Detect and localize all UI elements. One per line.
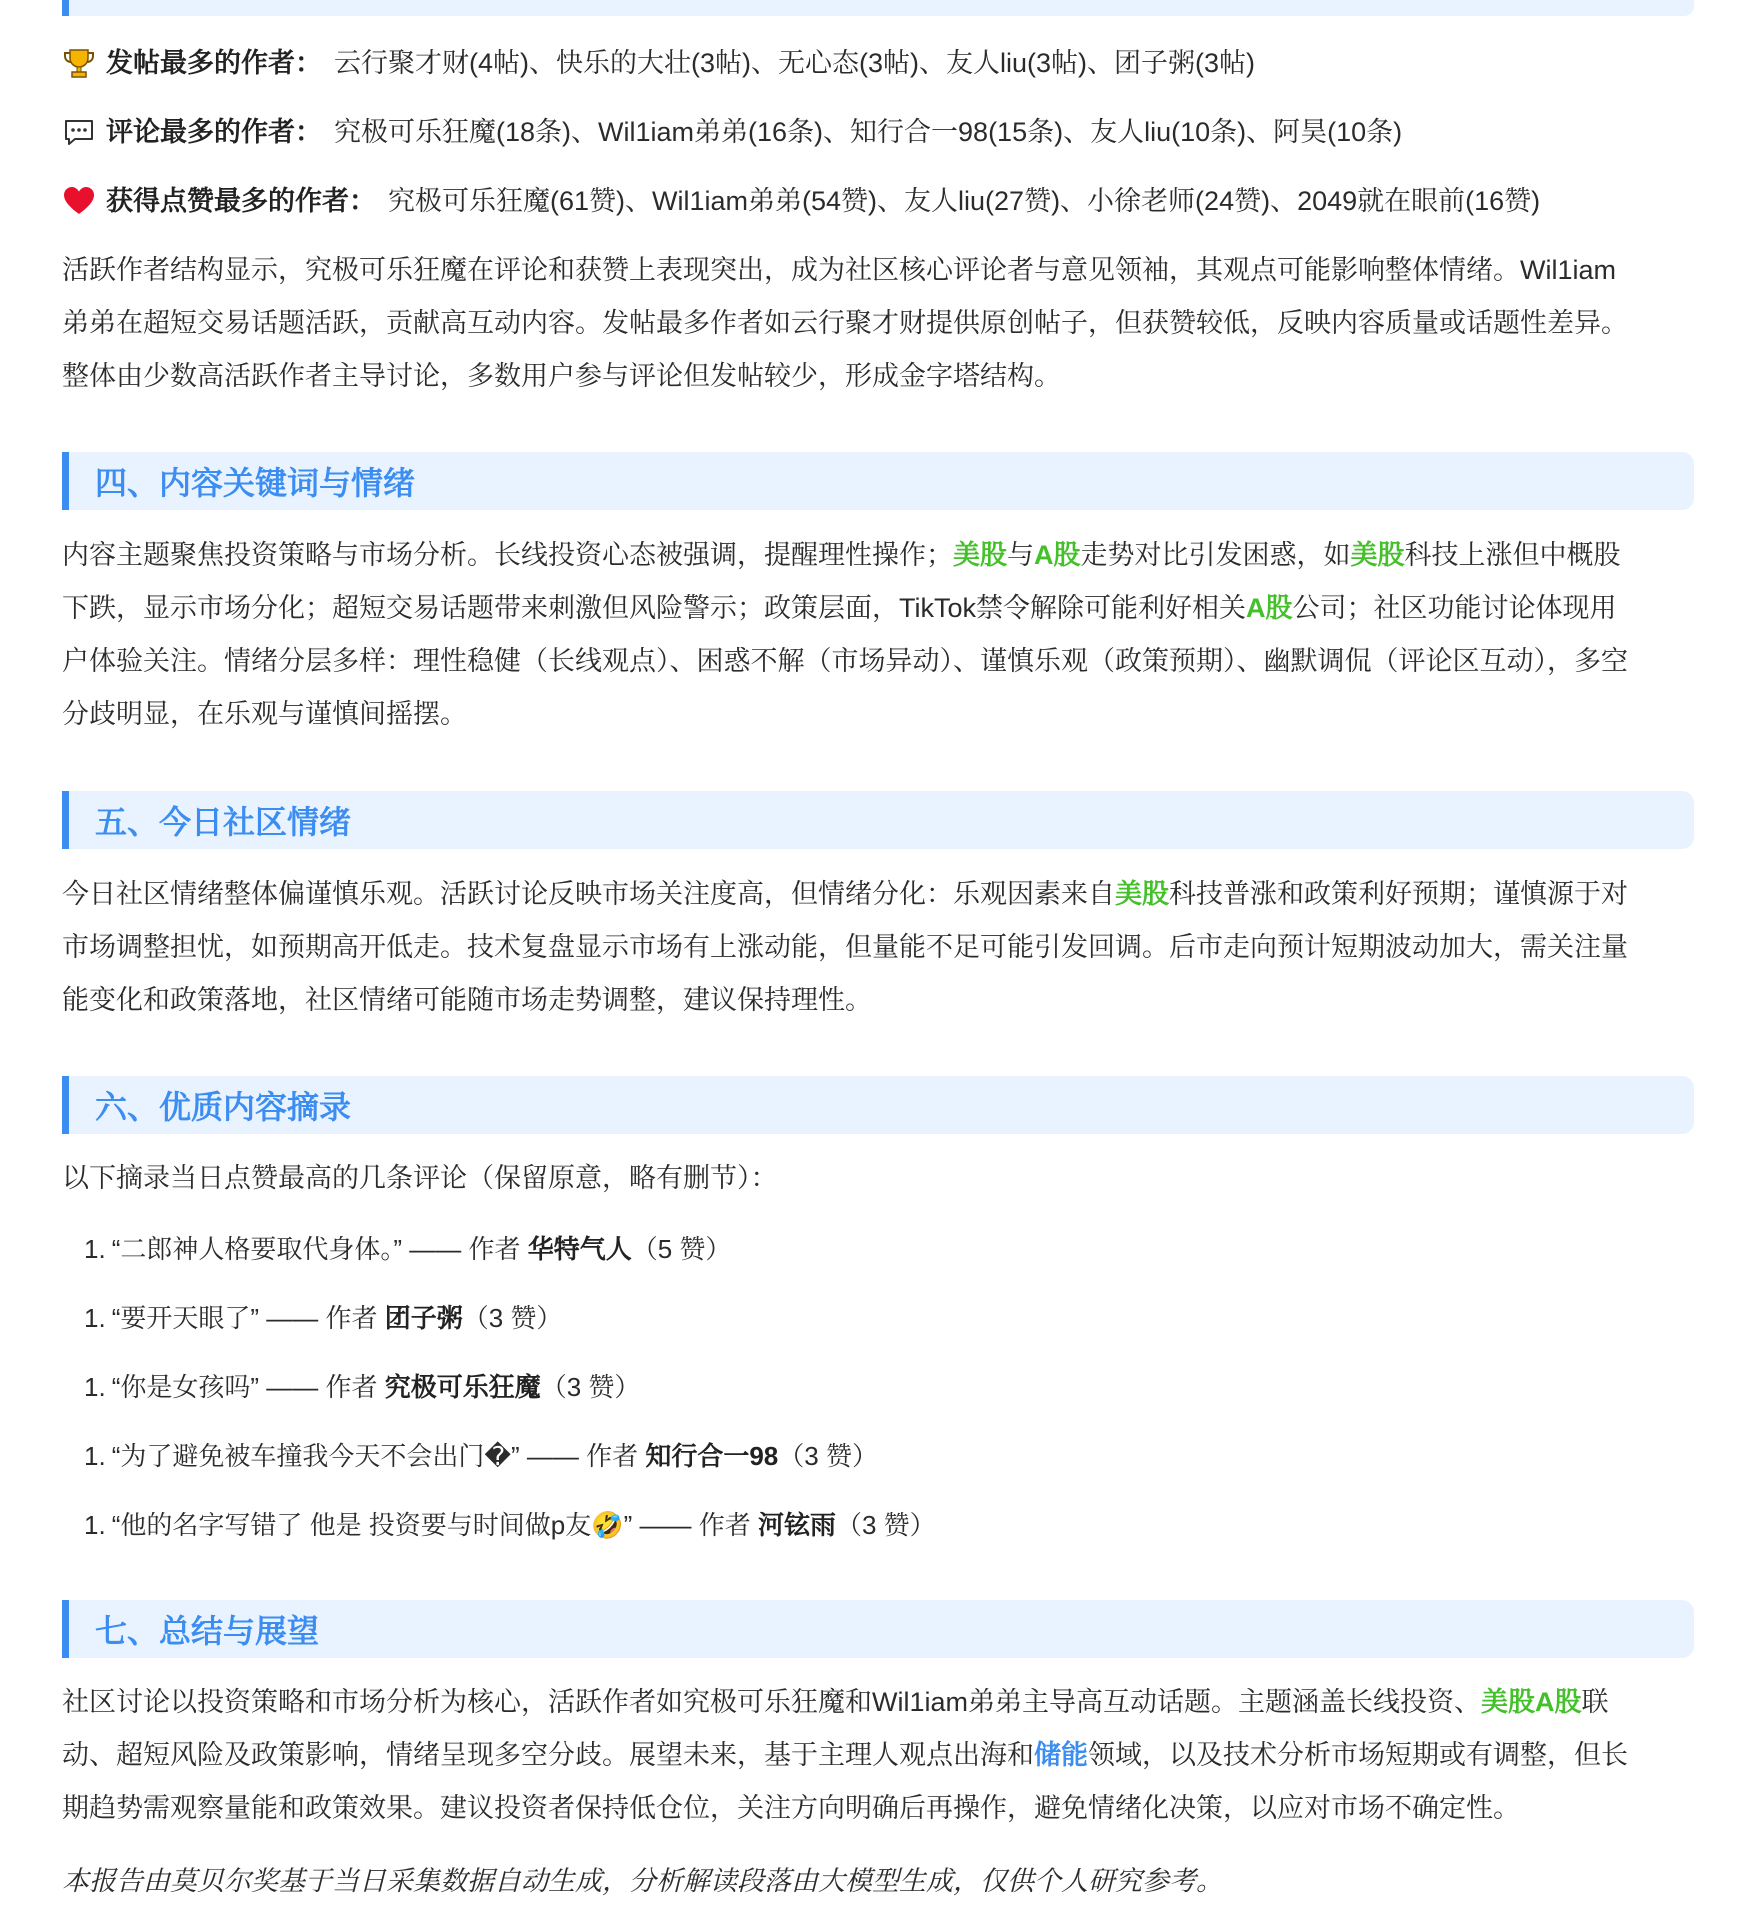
quote-author: 究极可乐狂魔	[384, 1372, 541, 1402]
section3-paragraph	[62, 244, 1694, 403]
quote-author: 知行合一98	[645, 1441, 779, 1471]
quote-author: 团子粥	[384, 1303, 463, 1333]
text-run: 公司；社区功能讨论体现用	[1292, 593, 1617, 623]
quote-likes: （3 赞）	[462, 1303, 563, 1333]
quote-author: 华特气人	[527, 1234, 632, 1264]
keyword-highlight: 美股	[1115, 879, 1169, 909]
text-run: 社区讨论以投资策略和市场分析为核心，活跃作者如究极可乐狂魔和Wil1iam弟弟主导高互动话题。主题涵盖长线投资、	[62, 1687, 1482, 1717]
quote-item	[62, 1436, 936, 1476]
section-heading: 四、内容关键词与情绪	[62, 452, 1694, 510]
text-run: 内容主题聚焦投资策略与市场分析。长线投资心态被强调，提醒理性操作；	[62, 540, 953, 570]
para-line: 弟弟在超短交易话题活跃，贡献高互动内容。发帖最多作者如云行聚才财提供原创帖子，但获赞较低，反映内容质量或话题性差异。	[62, 308, 1628, 338]
section4-paragraph	[62, 529, 1694, 741]
text-run: 科技上涨但中概股	[1404, 540, 1621, 570]
text-run: 动、超短风险及政策影响，情绪呈现多空分歧。展望未来，基于主理人观点出海和	[62, 1740, 1034, 1770]
quote-list	[62, 1229, 936, 1574]
comment-icon	[62, 115, 96, 149]
stat-label: 评论最多的作者：	[106, 117, 322, 147]
para-line: 能变化和政策落地，社区情绪可能随市场走势调整，建议保持理性。	[62, 985, 872, 1015]
quote-number: 1.	[84, 1441, 106, 1471]
quote-item	[62, 1229, 936, 1269]
section6-intro: 以下摘录当日点赞最高的几条评论（保留原意，略有删节）：	[62, 1163, 778, 1193]
quote-text: “二郎神人格要取代身体。” —— 作者	[111, 1234, 528, 1264]
stat-value: 究极可乐狂魔(18条)、Wil1iam弟弟(16条)、知行合一98(15条)、友人liu(10条)、阿昊(10条)	[334, 117, 1403, 147]
section-heading: 七、总结与展望	[62, 1600, 1694, 1658]
quote-item	[62, 1367, 936, 1407]
trophy-icon	[62, 46, 96, 80]
text-run: 科技普涨和政策利好预期；谨慎源于对	[1169, 879, 1628, 909]
section-heading: 五、今日社区情绪	[62, 791, 1694, 849]
quote-author: 河铉雨	[757, 1510, 836, 1540]
quote-text: “要开天眼了” —— 作者	[111, 1303, 385, 1333]
section-heading: 六、优质内容摘录	[62, 1076, 1694, 1134]
quote-likes: （3 赞）	[835, 1510, 936, 1540]
quote-number: 1.	[84, 1303, 106, 1333]
section-heading-cutoff	[62, 0, 1694, 16]
quote-item	[62, 1505, 936, 1545]
quote-text: “你是女孩吗” —— 作者	[111, 1372, 385, 1402]
text-run: 与	[1007, 540, 1034, 570]
heart-icon	[62, 184, 96, 218]
stat-top-likes	[62, 181, 1540, 221]
text-run: 下跌，显示市场分化；超短交易话题带来刺激但风险警示；政策层面，TikTok禁令解除可能利好相关	[62, 593, 1247, 623]
keyword-highlight: 美股	[1350, 540, 1405, 570]
quote-likes: （3 赞）	[778, 1441, 878, 1471]
keyword-highlight: 美股	[953, 540, 1007, 570]
text-run: 今日社区情绪整体偏谨慎乐观。活跃讨论反映市场关注度高，但情绪分化：乐观因素来自	[62, 879, 1115, 909]
stat-label: 发帖最多的作者：	[106, 48, 322, 78]
stat-label: 获得点赞最多的作者：	[106, 186, 376, 216]
quote-number: 1.	[84, 1234, 106, 1264]
keyword-highlight: A股	[1034, 540, 1081, 570]
text-run: 联	[1581, 1687, 1609, 1717]
stat-top-posts	[62, 43, 1255, 83]
text-run: 走势对比引发困惑，如	[1080, 540, 1351, 570]
para-line: 户体验关注。情绪分层多样：理性稳健（长线观点）、困惑不解（市场异动）、谨慎乐观（政策预期）、幽默调侃（评论区互动），多空	[62, 646, 1628, 676]
section5-paragraph	[62, 868, 1694, 1027]
keyword-highlight: A股	[1246, 593, 1293, 623]
section7-paragraph	[62, 1676, 1694, 1835]
quote-number: 1.	[84, 1510, 106, 1540]
keyword-highlight: 储能	[1034, 1740, 1088, 1770]
keyword-highlight: 美股A股	[1481, 1687, 1582, 1717]
para-line: 整体由少数高活跃作者主导讨论，多数用户参与评论但发帖较少，形成金字塔结构。	[62, 361, 1061, 391]
quote-number: 1.	[84, 1372, 106, 1402]
quote-text: “他的名字写错了 他是 投资要与时间做p友🤣” —— 作者	[111, 1510, 758, 1540]
para-line: 活跃作者结构显示，究极可乐狂魔在评论和获赞上表现突出，成为社区核心评论者与意见领袖，其观点可能影响整体情绪。Wil1iam	[62, 255, 1617, 285]
text-run: 领域，以及技术分析市场短期或有调整，但长	[1088, 1740, 1628, 1770]
para-line: 分歧明显，在乐观与谨慎间摇摆。	[62, 699, 467, 729]
quote-text: “为了避免被车撞我今天不会出门�” —— 作者	[111, 1441, 646, 1471]
quote-likes: （5 赞）	[631, 1234, 732, 1264]
stat-value: 云行聚才财(4帖)、快乐的大壮(3帖)、无心态(3帖)、友人liu(3帖)、团子粥(3帖)	[334, 48, 1256, 78]
para-line: 期趋势需观察量能和政策效果。建议投资者保持低仓位，关注方向明确后再操作，避免情绪化决策，以应对市场不确定性。	[62, 1793, 1520, 1823]
footer-note: 本报告由莫贝尔奖基于当日采集数据自动生成，分析解读段落由大模型生成，仅供个人研究参考。	[62, 1866, 1223, 1896]
quote-likes: （3 赞）	[540, 1372, 641, 1402]
quote-item	[62, 1298, 936, 1338]
para-line: 市场调整担忧，如预期高开低走。技术复盘显示市场有上涨动能，但量能不足可能引发回调。后市走向预计短期波动加大，需关注量	[62, 932, 1628, 962]
stat-top-comments	[62, 112, 1402, 152]
stat-value: 究极可乐狂魔(61赞)、Wil1iam弟弟(54赞)、友人liu(27赞)、小徐老师(24赞)、2049就在眼前(16赞)	[388, 186, 1541, 216]
